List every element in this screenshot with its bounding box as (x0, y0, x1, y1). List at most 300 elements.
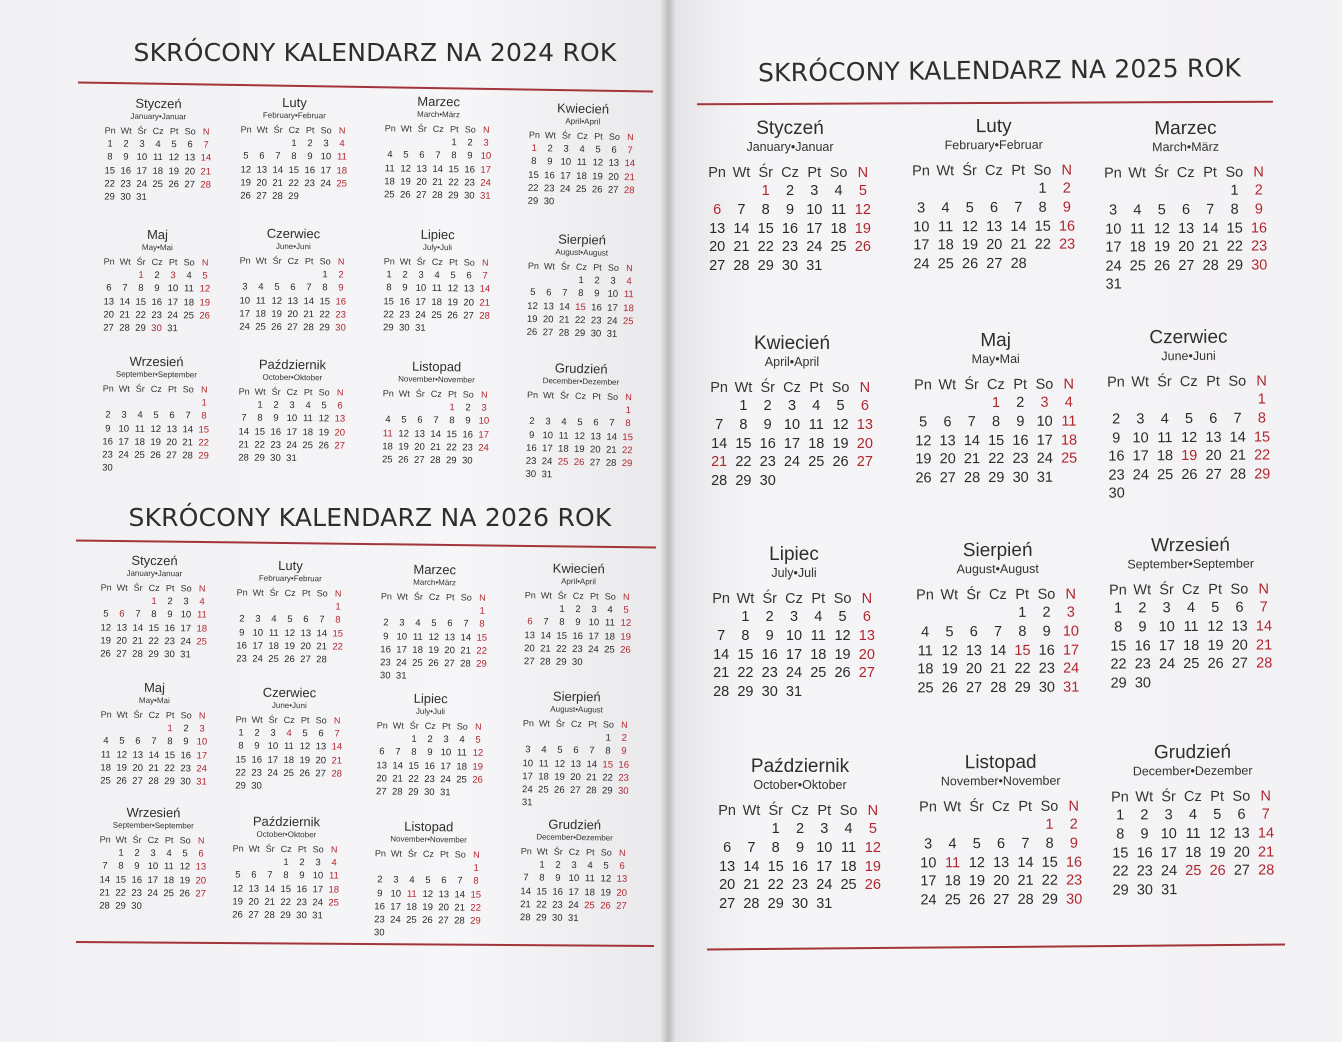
empty-cell (524, 402, 540, 416)
day-cell: 12 (574, 430, 586, 442)
empty-cell (937, 605, 961, 624)
weekday-header: So (1228, 373, 1247, 390)
day-cell: 13 (965, 642, 982, 659)
month-grudzien-2024 (523, 361, 638, 484)
day-cell: 10 (607, 288, 619, 301)
day-cell: 7 (589, 745, 595, 757)
day-cell: 7 (717, 628, 726, 645)
day-cell: 27 (315, 768, 326, 780)
day-cell: 13 (132, 749, 144, 761)
day-cell: 30 (791, 895, 809, 912)
day-cell: 21 (331, 754, 343, 767)
day-cell: 22 (446, 441, 457, 454)
month-subtitle: December•Dezember (536, 832, 613, 843)
day-cell: 27 (415, 189, 427, 201)
day-cell: 11 (808, 417, 824, 434)
day-cell: 21 (605, 444, 617, 456)
day-cell: 8 (1230, 201, 1239, 218)
day-cell: 8 (283, 870, 289, 882)
day-cell: 4 (844, 821, 853, 838)
weekday-header: Cz (431, 256, 443, 268)
day-cell: 19 (150, 436, 162, 448)
day-cell: 4 (607, 604, 613, 616)
day-cell: 25 (1183, 656, 1200, 673)
day-cell: 19 (428, 644, 439, 656)
empty-cell (522, 602, 538, 615)
day-cell: 24 (1036, 450, 1053, 468)
month-name: Maj (143, 679, 166, 696)
day-cell: 1 (473, 862, 479, 874)
weekday-header: Wt (116, 709, 128, 720)
empty-cell (390, 733, 406, 746)
day-cell: 25 (100, 775, 111, 787)
weekday-header: N (202, 126, 210, 137)
day-cell: 11 (302, 413, 313, 425)
day-cell: 12 (428, 631, 440, 643)
day-cell: 31 (1063, 679, 1080, 696)
day-cell: 16 (296, 883, 308, 895)
weekday-header: Pt (165, 710, 175, 721)
day-cell: 28 (1256, 655, 1273, 672)
month-name: Sierpień (552, 688, 601, 705)
day-cell: 19 (199, 296, 211, 309)
day-cell: 31 (816, 895, 833, 912)
weekday-header: Wt (544, 130, 557, 141)
day-cell: 9 (134, 861, 140, 873)
day-cell: 19 (318, 426, 330, 438)
day-cell: 16 (102, 436, 114, 448)
day-cell: 12 (400, 163, 412, 175)
day-cell: 6 (860, 398, 869, 415)
day-cell: 19 (832, 435, 849, 452)
day-cell: 20 (103, 309, 114, 321)
weekday-header: Cz (785, 590, 803, 607)
day-cell: 25 (944, 892, 961, 909)
day-cell: 26 (864, 877, 881, 894)
weekday-header: Cz (148, 709, 160, 720)
month-subtitle: December•Dezember (1132, 763, 1253, 779)
day-cell: 1 (741, 609, 750, 626)
day-cell: 18 (1183, 637, 1200, 654)
weekday-header: Cz (280, 843, 292, 854)
weekday-header: Pt (1018, 798, 1033, 815)
day-cell: 24 (816, 877, 833, 894)
empty-cell (452, 861, 468, 874)
day-cell: 16 (380, 644, 391, 656)
weekday-header: So (1232, 788, 1251, 805)
empty-cell (568, 731, 584, 744)
month-subtitle: March•März (413, 577, 457, 588)
day-cell: 5 (302, 728, 308, 740)
day-cell: 1 (1230, 183, 1239, 200)
day-cell: 19 (620, 631, 632, 643)
day-cell: 20 (709, 239, 726, 256)
day-cell: 13 (166, 423, 178, 435)
weekday-header: Cz (791, 802, 809, 819)
weekday-header: Śr (1161, 788, 1176, 806)
day-cell: 11 (328, 870, 339, 882)
day-grid (232, 713, 345, 793)
weekday-header: Pn (1111, 789, 1129, 806)
day-cell: 11 (412, 631, 423, 643)
day-cell: 23 (270, 439, 281, 451)
day-cell: 1 (1257, 391, 1266, 408)
day-cell: 21 (963, 451, 981, 468)
weekday-header: So (182, 384, 194, 395)
day-cell: 15 (602, 758, 614, 771)
day-cell: 30 (525, 468, 537, 481)
weekday-header: Pn (712, 590, 731, 607)
day-cell: 3 (591, 604, 597, 616)
day-cell: 9 (594, 288, 600, 300)
day-cell: 21 (1202, 238, 1219, 256)
weekday-header: So (315, 715, 327, 726)
day-cell: 27 (523, 656, 535, 668)
weekday-header: Wt (251, 714, 263, 725)
day-cell: 27 (444, 658, 455, 670)
weekday-header: So (463, 257, 475, 268)
weekday-header: Pn (912, 163, 930, 180)
weekday-header: Pn (708, 164, 727, 181)
weekday-header: Cz (430, 388, 442, 400)
day-cell: 21 (713, 665, 730, 682)
day-cell: 30 (551, 912, 563, 924)
day-cell: 18 (937, 237, 954, 254)
weekday-header: N (334, 588, 342, 599)
day-cell: 8 (771, 840, 780, 857)
day-cell: 4 (331, 857, 337, 869)
day-grid (517, 845, 630, 926)
day-cell: 31 (1036, 469, 1054, 486)
day-cell: 25 (1185, 863, 1202, 880)
month-pazdziernik-2025 (715, 756, 885, 913)
day-cell: 13 (315, 741, 327, 753)
day-cell: 13 (463, 283, 475, 295)
empty-cell (604, 404, 620, 418)
day-cell: 10 (1062, 623, 1080, 640)
day-cell: 13 (287, 295, 299, 307)
weekday-header: N (473, 849, 480, 860)
empty-cell (552, 731, 568, 744)
day-cell: 15 (536, 885, 548, 898)
month-styczen-2024 (101, 96, 214, 204)
day-cell: 2 (765, 609, 774, 626)
day-cell: 17 (478, 429, 490, 441)
day-cell: 20 (719, 877, 736, 894)
weekday-header: So (1225, 164, 1244, 181)
day-cell: 6 (996, 836, 1006, 853)
day-cell: 12 (1181, 429, 1198, 446)
day-cell: 31 (167, 323, 178, 335)
empty-cell (269, 268, 285, 281)
day-cell: 14 (586, 758, 598, 770)
day-cell: 16 (618, 759, 630, 771)
weekday-header: Pn (238, 386, 250, 397)
day-cell: 14 (264, 883, 276, 895)
calendar-2026-title: SKRÓCONY KALENDARZ NA 2026 ROK (128, 503, 612, 532)
day-cell: 5 (475, 734, 481, 746)
day-cell: 22 (476, 645, 487, 657)
day-cell: 3 (820, 821, 829, 838)
day-cell: 23 (1251, 238, 1268, 255)
weekday-header: Pt (304, 256, 314, 267)
weekday-header: Śr (553, 846, 563, 857)
day-cell: 1 (1038, 181, 1047, 198)
day-cell: 22 (148, 635, 159, 647)
day-cell: 3 (525, 744, 531, 756)
day-cell: 7 (627, 145, 633, 157)
day-cell: 20 (939, 451, 956, 468)
day-cell: 29 (104, 191, 115, 203)
day-cell: 3 (323, 138, 329, 150)
day-cell: 29 (288, 190, 299, 203)
day-cell: 20 (856, 435, 873, 452)
day-cell: 13 (1205, 429, 1222, 446)
day-cell: 14 (540, 629, 552, 642)
day-cell: 8 (201, 410, 207, 422)
day-cell: 14 (963, 432, 980, 449)
day-cell: 8 (411, 747, 417, 759)
day-cell: 11 (1185, 825, 1201, 843)
day-cell: 15 (408, 760, 420, 772)
day-cell: 20 (542, 313, 554, 326)
day-cell: 18 (1129, 239, 1146, 256)
weekday-header: Cz (283, 714, 295, 725)
weekday-header: N (867, 802, 879, 819)
day-cell: 12 (150, 423, 162, 435)
weekday-header: So (604, 591, 616, 602)
month-name: Kwiecień (556, 100, 610, 117)
weekday-header: Wt (396, 591, 408, 602)
day-cell: 3 (270, 727, 276, 740)
day-cell: 30 (296, 910, 307, 922)
day-cell: 6 (419, 150, 425, 162)
day-cell: 17 (522, 770, 533, 783)
month-subtitle: April•April (565, 116, 601, 127)
day-cell: 21 (733, 239, 750, 256)
calendar-2024-title: SKRÓCONY KALENDARZ NA 2024 ROK (133, 38, 617, 67)
day-cell: 31 (567, 912, 579, 925)
day-cell: 22 (1014, 661, 1031, 678)
day-cell: 4 (199, 596, 205, 608)
day-cell: 31 (541, 469, 553, 481)
weekday-header: Pt (1210, 788, 1225, 805)
day-cell: 1 (107, 138, 113, 150)
weekday-header: Śr (132, 834, 142, 845)
day-cell: 9 (575, 617, 581, 629)
weekday-header: Pt (446, 592, 455, 603)
day-cell: 9 (427, 747, 433, 759)
day-cell: 10 (252, 627, 264, 639)
month-pazdziernik-2026 (229, 814, 342, 922)
day-cell: 8 (322, 282, 328, 294)
day-cell: 5 (235, 869, 241, 881)
day-cell: 30 (270, 452, 281, 464)
day-grid (380, 255, 493, 336)
day-cell: 17 (816, 858, 833, 875)
day-cell: 6 (1237, 807, 1246, 824)
day-cell: 6 (417, 415, 423, 427)
day-cell: 23 (1059, 236, 1076, 253)
day-cell: 22 (1226, 238, 1243, 255)
weekday-header: Pt (300, 715, 310, 726)
day-cell: 23 (424, 773, 435, 785)
day-cell: 10 (1036, 413, 1053, 430)
day-cell: 28 (132, 648, 143, 660)
month-marzec-2026 (377, 562, 491, 684)
day-cell: 30 (180, 776, 191, 788)
empty-cell (518, 858, 534, 871)
day-cell: 18 (134, 436, 146, 448)
day-cell: 1 (559, 603, 565, 615)
day-cell: 9 (254, 740, 260, 753)
weekday-header: N (626, 262, 633, 274)
day-cell: 6 (723, 840, 732, 857)
weekday-header: Wt (540, 590, 552, 601)
day-cell: 21 (430, 441, 441, 453)
weekday-header: Śr (760, 379, 775, 396)
day-cell: 15 (254, 426, 266, 438)
day-cell: 26 (834, 665, 851, 682)
weekday-header: N (1256, 373, 1267, 390)
day-cell: 8 (741, 628, 750, 645)
day-cell: 29 (527, 195, 539, 207)
day-grid (1106, 580, 1277, 693)
day-cell: 1 (761, 183, 770, 200)
day-cell: 17 (167, 296, 179, 308)
day-cell: 28 (303, 322, 314, 334)
month-subtitle: August•August (956, 561, 1039, 577)
month-wrzesien-2024 (99, 354, 212, 476)
day-cell: 7 (457, 875, 463, 887)
weekday-header: N (338, 125, 346, 136)
day-cell: 6 (1181, 202, 1191, 219)
day-cell: 9 (555, 873, 561, 885)
day-cell: 20 (993, 873, 1010, 890)
day-cell: 22 (332, 641, 343, 653)
day-cell: 28 (963, 469, 981, 486)
day-cell: 9 (621, 746, 627, 758)
day-cell: 3 (917, 200, 926, 217)
month-subtitle: January•Januar (126, 568, 183, 579)
day-grid (913, 585, 1084, 697)
day-cell: 5 (838, 609, 847, 626)
weekday-header: Śr (269, 587, 279, 598)
day-cell: 13 (1233, 825, 1250, 842)
weekday-header: N (200, 384, 208, 395)
day-cell: 31 (479, 190, 491, 202)
day-cell: 13 (608, 157, 620, 170)
day-cell: 23 (1136, 863, 1153, 880)
day-cell: 6 (466, 270, 472, 282)
day-cell: 10 (415, 283, 427, 295)
day-cell: 8 (605, 745, 611, 757)
day-cell: 10 (286, 413, 298, 425)
month-name: Styczeń (756, 118, 824, 139)
day-cell: 20 (858, 646, 875, 663)
weekday-header: N (197, 835, 205, 846)
day-cell: 18 (1156, 448, 1174, 465)
day-cell: 31 (312, 910, 323, 922)
day-cell: 15 (1110, 638, 1127, 655)
day-cell: 27 (993, 891, 1010, 908)
day-cell: 14 (559, 301, 570, 313)
empty-cell (989, 816, 1013, 835)
day-cell: 17 (267, 754, 279, 766)
weekday-header: Cz (781, 164, 799, 181)
day-cell: 9 (1254, 201, 1263, 218)
day-cell: 23 (572, 643, 583, 655)
day-cell: 16 (781, 220, 799, 237)
day-cell: 21 (711, 454, 728, 471)
day-cell: 4 (271, 614, 277, 626)
day-cell: 27 (248, 909, 259, 921)
day-cell: 28 (264, 909, 275, 921)
day-cell: 17 (783, 435, 801, 452)
weekday-header: Wt (116, 582, 128, 593)
day-grid (97, 581, 210, 661)
day-cell: 16 (1058, 218, 1076, 235)
day-cell: 6 (593, 417, 599, 429)
empty-cell (426, 604, 442, 617)
day-cell: 5 (450, 270, 456, 282)
day-cell: 25 (283, 767, 294, 779)
day-cell: 10 (1132, 429, 1149, 447)
day-cell: 29 (1110, 675, 1127, 692)
day-cell: 26 (100, 648, 111, 660)
day-cell: 26 (447, 309, 458, 322)
empty-cell (1128, 392, 1152, 411)
day-cell: 8 (1018, 623, 1027, 640)
day-cell: 31 (395, 670, 407, 682)
day-cell: 21 (454, 902, 465, 914)
day-cell: 9 (1069, 835, 1079, 852)
day-cell: 13 (184, 152, 196, 164)
weekday-header: So (180, 710, 192, 721)
day-cell: 23 (151, 309, 162, 321)
weekday-header: N (618, 847, 626, 858)
day-cell: 4 (1188, 807, 1198, 824)
day-cell: 11 (163, 861, 174, 873)
day-cell: 22 (737, 665, 754, 682)
weekday-header: So (456, 721, 468, 732)
weekday-header: Cz (428, 591, 440, 603)
day-cell: 1 (283, 857, 289, 869)
day-cell: 3 (481, 402, 487, 414)
day-cell: 29 (382, 322, 394, 334)
day-cell: 14 (148, 749, 160, 761)
weekday-header: Cz (1176, 164, 1195, 181)
day-cell: 1 (991, 395, 1001, 412)
day-cell: 2 (383, 617, 389, 629)
day-cell: 28 (990, 679, 1007, 696)
empty-cell (116, 396, 132, 409)
day-cell: 17 (588, 630, 600, 642)
day-cell: 22 (115, 887, 126, 899)
day-cell: 26 (1209, 862, 1226, 880)
day-cell: 10 (196, 736, 208, 748)
day-cell: 26 (961, 255, 979, 272)
day-cell: 21 (303, 308, 314, 320)
day-cell: 3 (571, 860, 577, 872)
day-cell: 7 (275, 151, 281, 163)
day-cell: 21 (1010, 237, 1027, 254)
day-cell: 24 (136, 178, 147, 190)
weekday-header: So (1035, 376, 1054, 393)
day-cell: 27 (965, 679, 983, 696)
day-grid (916, 797, 1087, 909)
weekday-header: So (318, 387, 330, 398)
